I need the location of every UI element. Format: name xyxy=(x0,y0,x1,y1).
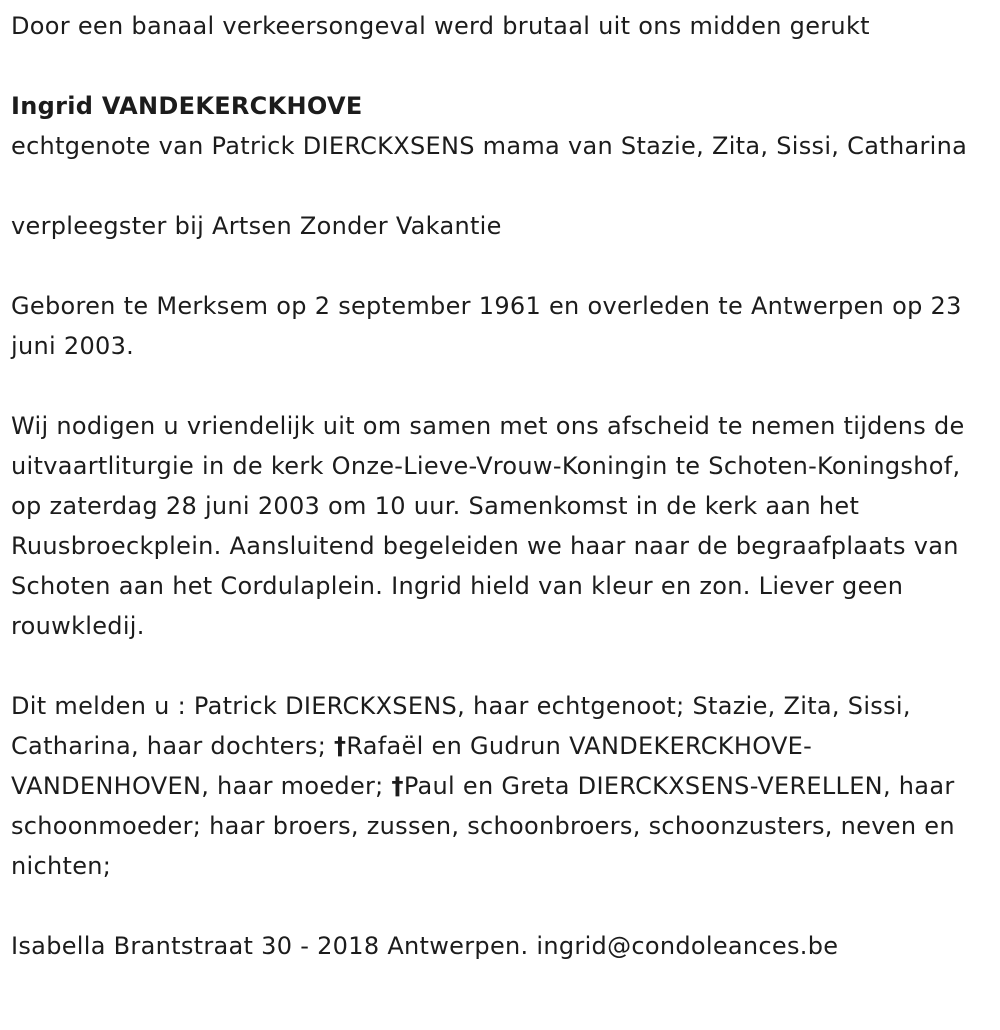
dagger-icon: † xyxy=(391,772,404,800)
address-line: Isabella Brantstraat 30 - 2018 Antwerpen. ingrid@condoleances.be xyxy=(11,932,839,960)
spacer xyxy=(11,166,996,206)
deceased-name: Ingrid VANDEKERCKHOVE xyxy=(11,92,363,120)
spacer xyxy=(11,46,996,86)
spacer xyxy=(11,366,996,406)
announcers-part-2: Rafaël en Gudrun VANDEKERCKHOVE-VANDENHOVEN, haar moeder; xyxy=(11,732,813,800)
announcers-part-3: Paul en Greta DIERCKXSENS-VERELLEN, haar schoonmoeder; haar broers, zussen, schoonbroers, schoonzusters, neven en nichten; xyxy=(11,772,955,880)
headline: Door een banaal verkeersongeval werd brutaal uit ons midden gerukt xyxy=(11,12,870,40)
spacer xyxy=(11,246,996,286)
spouse-line: echtgenote van Patrick DIERCKXSENS mama van Stazie, Zita, Sissi, Catharina xyxy=(11,132,968,160)
occupation: verpleegster bij Artsen Zonder Vakantie xyxy=(11,212,502,240)
spacer xyxy=(11,886,996,926)
funeral-invitation: Wij nodigen u vriendelijk uit om samen met ons afscheid te nemen tijdens de uitvaartliturgie in de kerk Onze-Lieve-Vrouw-Koningin te Schoten-Koningshof, op zaterdag 28 juni 2003 om 10 uur. Samenkomst in de kerk aan het Ruusbroeckplein. Aansluitend begeleiden we haar naar de begraafplaats van Schoten aan het Cordulaplein. Ingrid hield van kleur en zon. Liever geen rouwkledij. xyxy=(11,412,965,640)
announcers xyxy=(11,686,996,886)
dagger-icon: † xyxy=(334,732,347,760)
announcers-part-1: Dit melden u : Patrick DIERCKXSENS, haar echtgenoot; Stazie, Zita, Sissi, Catharina, haar dochters; xyxy=(11,692,911,760)
birth-death: Geboren te Merksem op 2 september 1961 en overleden te Antwerpen op 23 juni 2003. xyxy=(11,292,962,360)
spacer xyxy=(11,646,996,686)
obituary-notice xyxy=(11,6,996,966)
